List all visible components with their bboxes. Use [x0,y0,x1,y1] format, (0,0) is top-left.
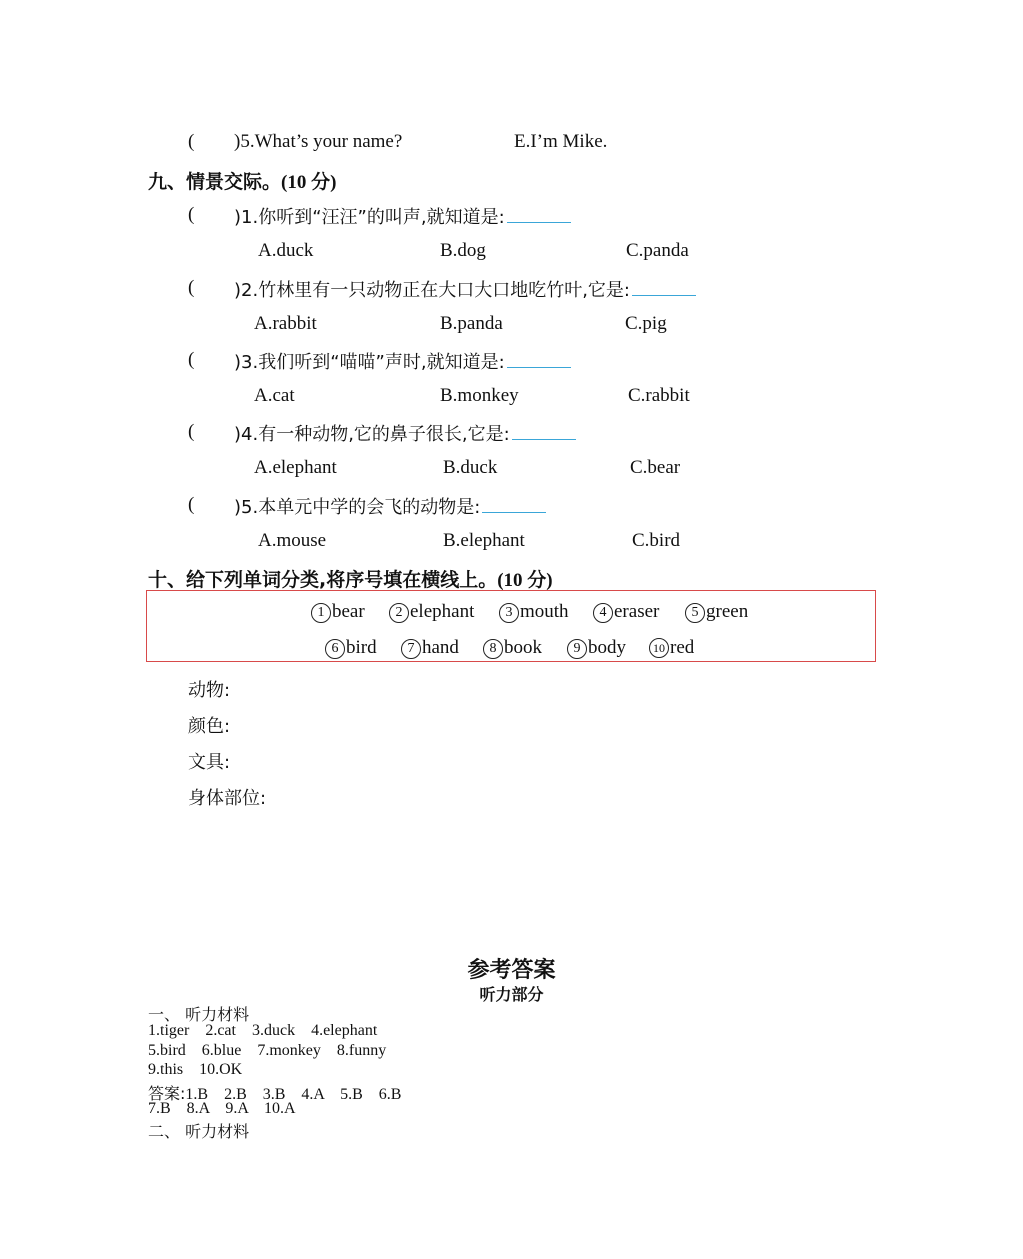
section-10-title: 十、给下列单词分类,将序号填在横线上。 [148,569,498,591]
answer-blank[interactable] [512,421,576,440]
option-b: B.elephant [443,530,525,551]
option-c: C.pig [625,313,667,334]
section-9-heading [148,167,336,194]
circled-number: 9 [567,639,587,659]
circled-number: 7 [401,639,421,659]
option-a: A.mouse [258,530,327,551]
word-item: 8 book [483,637,542,659]
section-9-title: 九、情景交际。 [148,171,282,193]
answer-blank[interactable] [482,494,546,513]
question-text: )3.我们听到“喵喵”声时,就知道是: [234,348,571,374]
word-item: 1 bear [311,601,365,623]
word-bank-box [146,590,876,662]
option-c: C.bird [632,530,681,551]
circled-number: 5 [685,603,705,623]
answer-paren: ( [188,494,195,515]
question-text: )5.本单元中学的会飞的动物是: [234,493,546,519]
word-item: 10 red [649,637,694,659]
option-b: B.panda [440,313,503,334]
option-b: B.monkey [440,385,519,406]
section-10-score: (10 分) [497,570,553,591]
word-item: 9 body [567,637,626,659]
word-item: 7 hand [401,637,459,659]
section-9-score: (10 分) [281,172,337,193]
question-text: )5.What’s your name? [234,131,403,152]
category-stationery: 文具: [188,752,231,773]
answer-blank[interactable] [507,204,571,223]
circled-number: 8 [483,639,503,659]
answer-paren: ( [188,131,195,152]
part-1-heading: 一、 听力材料 [148,1005,250,1024]
circled-number: 3 [499,603,519,623]
answer-paren: ( [188,277,195,298]
matched-answer: E.I’m Mike. [514,131,608,152]
answer-paren: ( [188,204,195,225]
part-2-heading: 二、 听力材料 [148,1122,250,1141]
answer-paren: ( [188,349,195,370]
category-body-parts: 身体部位: [188,788,267,809]
option-c: C.panda [626,240,689,261]
circled-number: 6 [325,639,345,659]
option-c: C.rabbit [628,385,690,406]
circled-number: 2 [389,603,409,623]
category-colors: 颜色: [188,716,231,737]
answer-key-line: 7.B 8.A 9.A 10.A [148,1100,296,1117]
listening-line: 5.bird 6.blue 7.monkey 8.funny [148,1042,387,1059]
word-item: 5 green [685,601,748,623]
answer-blank[interactable] [632,277,696,296]
category-animals: 动物: [188,680,231,701]
answer-key-line: 答案:1.B 2.B 3.B 4.A 5.B 6.B [148,1084,402,1103]
question-text: )1.你听到“汪汪”的叫声,就知道是: [234,203,571,229]
listening-line: 9.this 10.OK [148,1061,243,1078]
option-a: A.duck [258,240,314,261]
word-item: 4 eraser [593,601,659,623]
option-b: B.dog [440,240,486,261]
circled-number: 1 [311,603,331,623]
option-a: A.elephant [254,457,337,478]
answers-subtitle: 听力部分 [479,985,544,1004]
section-10-heading [148,565,553,592]
answers-title: 参考答案 [467,958,556,983]
circled-number: 10 [649,638,669,658]
option-c: C.bear [630,457,681,478]
answer-blank[interactable] [507,349,571,368]
answer-paren: ( [188,421,195,442]
option-b: B.duck [443,457,498,478]
listening-line: 1.tiger 2.cat 3.duck 4.elephant [148,1022,378,1039]
word-item: 6 bird [325,637,377,659]
question-text: )4.有一种动物,它的鼻子很长,它是: [234,420,576,446]
circled-number: 4 [593,603,613,623]
option-a: A.rabbit [254,313,317,334]
word-item: 3 mouth [499,601,569,623]
option-a: A.cat [254,385,295,406]
word-item: 2 elephant [389,601,474,623]
question-text: )2.竹林里有一只动物正在大口大口地吃竹叶,它是: [234,276,696,302]
